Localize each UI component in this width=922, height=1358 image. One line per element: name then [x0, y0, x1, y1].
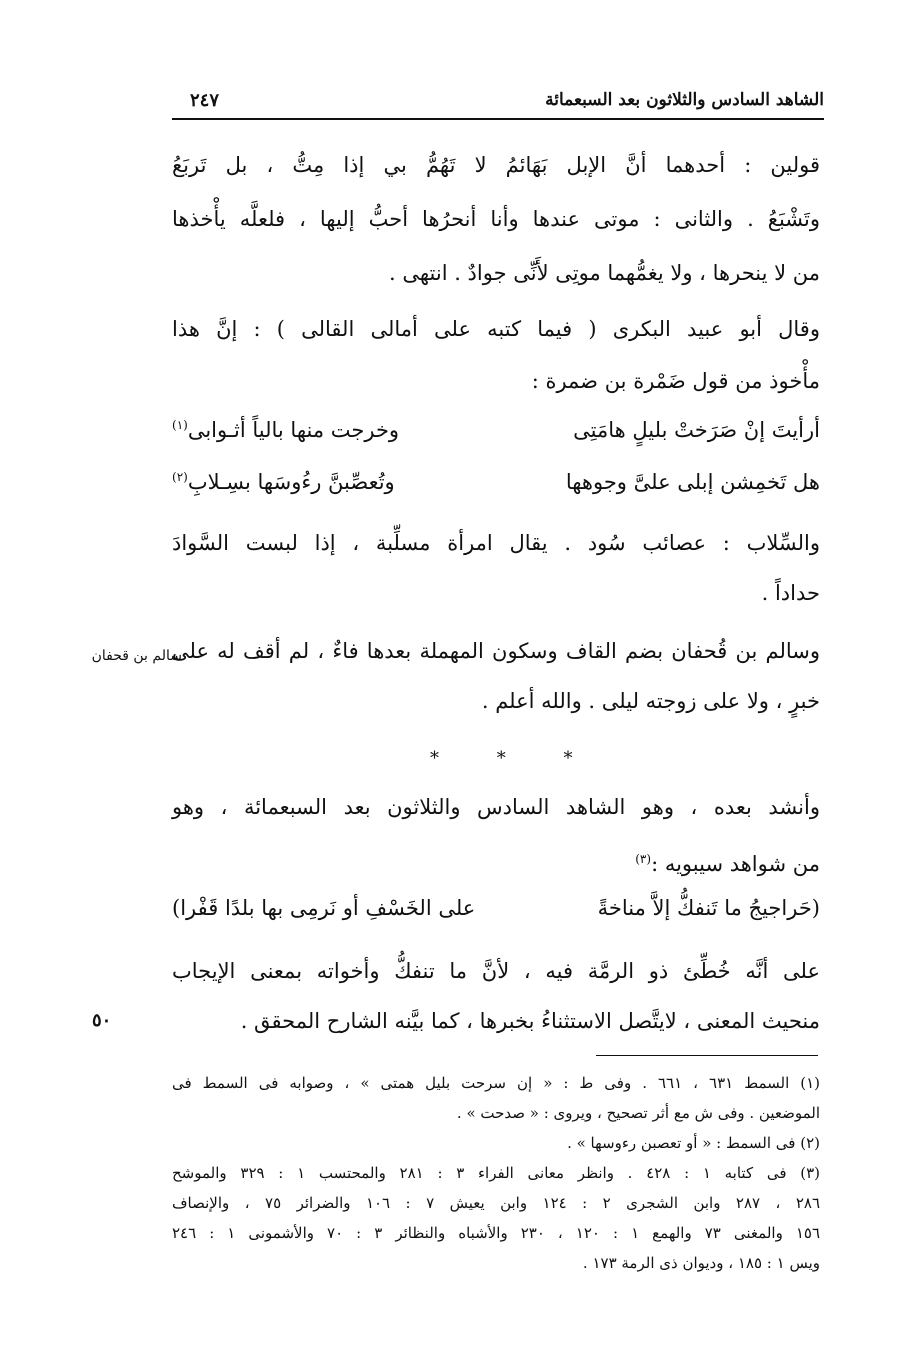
verse-hemistich-second: وخرجت منها بالياً أثـوابى$^{(١)}$	[172, 418, 400, 442]
footnote-rule	[596, 1055, 818, 1056]
verse-line	[172, 470, 820, 504]
text-line: وأنشد بعده ، وهو الشاهد السادس والثلاثون بعد السبعمائة ، وهو	[172, 795, 820, 819]
verse-line	[172, 896, 820, 930]
margin-note: سالم بن قحفان	[91, 648, 182, 664]
section-separator: * * *	[430, 748, 599, 769]
footnote-line: ويس ١ : ١٨٥ ، وديوان ذى الرمة ١٧٣ .	[582, 1254, 820, 1272]
text-line: حداداً .	[761, 581, 820, 605]
verse-hemistich-second: على الخَسْفِ أو نَرمِى بها بلدًا قَفْرا)	[172, 896, 476, 920]
verse-hemistich-first: هل تَخمِشن إبلى علىَّ وجوهها	[565, 470, 820, 494]
footnote-ref: (١)	[172, 418, 188, 432]
text-line: على أنَّه خُطِّئ ذو الرمَّة فيه ، لأنَّ ما تنفكُّ وأخواته بمعنى الإيجاب	[172, 959, 820, 983]
page-number: ٢٤٧	[190, 90, 220, 111]
text-line: من شواهد سيبويه :$^{(٣)}$	[635, 852, 820, 876]
text-line: وتَشْبَعُ . والثانى : موتى عندها وأنا أنحرُها أحبُّ إليها ، فلعلَّه يأْخذها	[172, 207, 820, 231]
running-header	[172, 86, 824, 120]
footnote-line: (١) السمط ٦٣١ ، ٦٦١ . وفى ط : « إن سرحت بليل همتى » ، وصوابه فى السمط فى	[172, 1074, 821, 1092]
margin-number: ٥٠	[92, 1010, 112, 1031]
text-line: وسالم بن قُحفان بضم القاف وسكون المهملة بعدها فاءٌ ، لم أقف له على	[172, 639, 820, 663]
header-rule	[172, 118, 824, 120]
verse-hemistich-first: (حَراجيجُ ما تَنفكُّ إلاَّ مناخةً	[597, 896, 820, 920]
footnote-line: الموضعين . وفى ش مع أثر تصحيح ، ويروى : « صدحت » .	[456, 1104, 820, 1122]
footnote-line: ٢٨٦ ، ٢٨٧ وابن الشجرى ٢ : ١٢٤ وابن يعيش ٧ : ١٠٦ والضرائر ٧٥ ، والإنصاف	[172, 1194, 820, 1212]
text-line: من لا ينحرها ، ولا يغمُّهما موتِى لأَنِّى جوادٌ . انتهى .	[388, 261, 820, 285]
text-line: مأْخوذ من قول ضَمْرة بن ضمرة :	[531, 369, 820, 393]
text-line: قولين : أحدهما أنَّ الإبل بَهَائمُ لا تَهُمُّ بي إذا مِتُّ ، بل تَربَعُ	[172, 153, 820, 177]
verse-hemistich-first: أرأيتَ إنْ صَرَختْ بليلٍ هامَتِى	[573, 418, 820, 442]
text-line: منحيث المعنى ، لايتَّصل الاستثناءُ بخبرها ، كما بيَّنه الشارح المحقق .	[240, 1009, 820, 1033]
header-title: الشاهد السادس والثلاثون بعد السبعمائة	[545, 90, 824, 110]
footnote-line: (٢) فى السمط : « أو تعصبن رءوسها » .	[567, 1134, 820, 1152]
verse-line	[172, 418, 820, 452]
text-line: والسِّلاب : عصائب سُود . يقال امرأة مسلِّبة ، إذا لبست السَّوادَ	[172, 531, 820, 555]
footnote-ref: (٣)	[635, 852, 652, 866]
text-line: وقال أبو عبيد البكرى ( فيما كتبه على أمالى القالى ) : إنَّ هذا	[172, 317, 820, 341]
text-line: خبرٍ ، ولا على زوجته ليلى . والله أعلم .	[481, 689, 820, 713]
footnote-line: ١٥٦ والمغنى ٧٣ والهمع ١ : ١٢٠ ، ٢٣٠ والأشباه والنظائر ٣ : ٧٠ والأشمونى ١ : ٢٤٦	[172, 1224, 821, 1242]
footnote-line: (٣) فى كتابه ١ : ٤٢٨ . وانظر معانى الفراء ٣ : ٢٨١ والمحتسب ١ : ٣٢٩ والموشح	[172, 1164, 820, 1182]
footnote-ref: (٢)	[172, 470, 188, 484]
verse-hemistich-second: وتُعصِّبنَّ رءُوسَها بسِـلابِ$^{(٢)}$	[172, 470, 395, 494]
